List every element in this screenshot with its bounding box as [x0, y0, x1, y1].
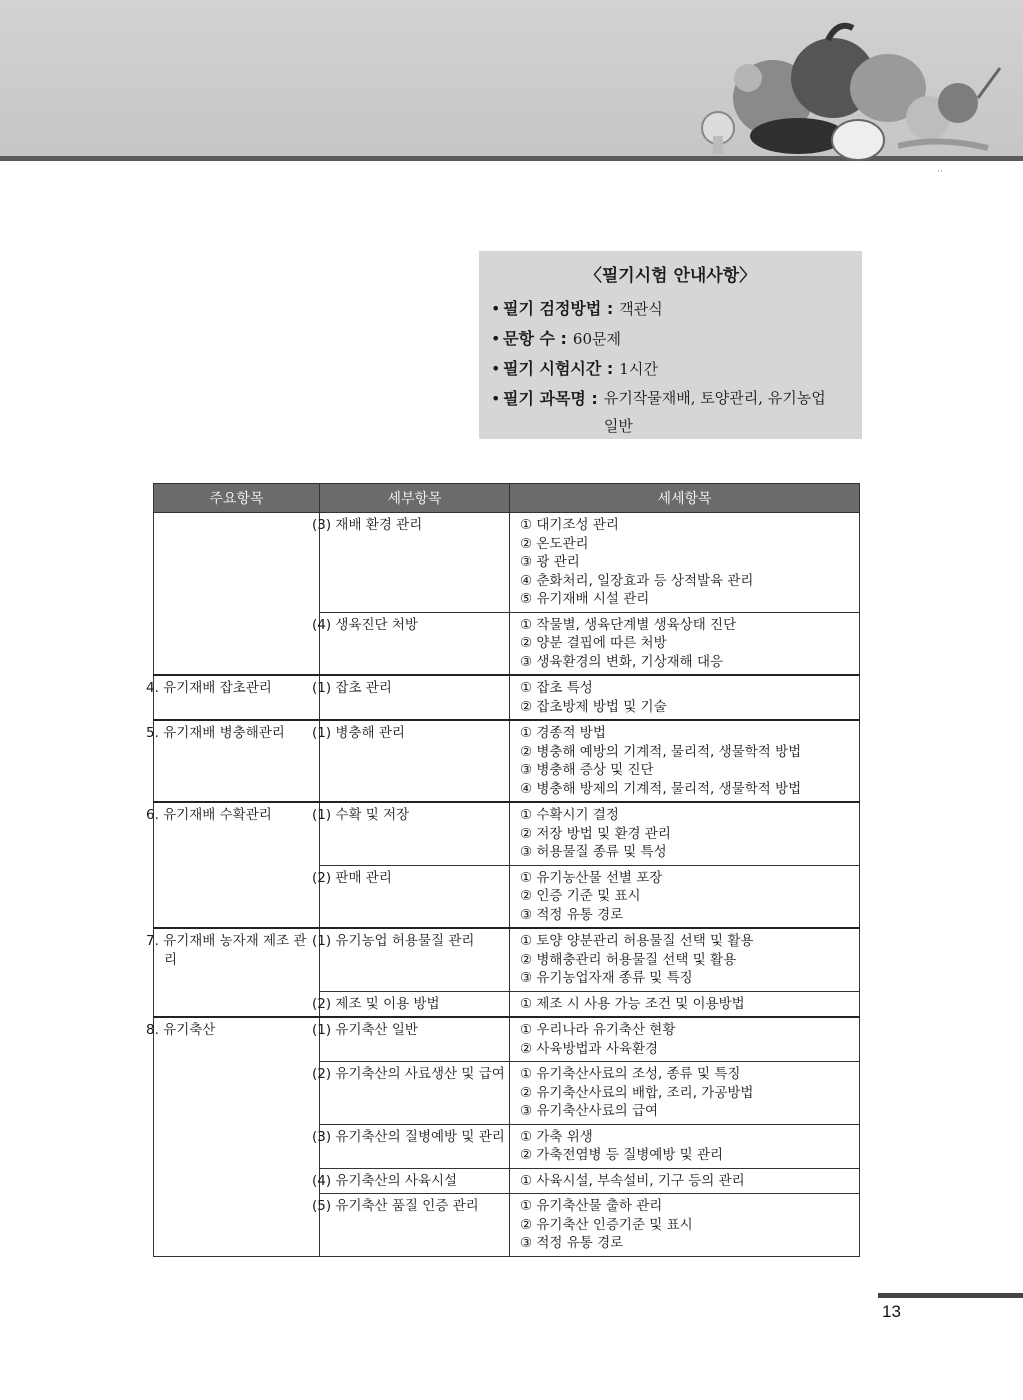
syllabus-table	[146, 483, 860, 1257]
detail-item: ① 수확시기 결정	[520, 807, 619, 823]
detail-items-cell	[510, 1124, 860, 1168]
table-row	[154, 802, 860, 865]
bullet-icon: •	[491, 299, 501, 318]
main-item-cell: 5. 유기재배 병충해관리	[154, 720, 320, 802]
sub-item-cell: (1) 병충해 관리	[320, 720, 510, 802]
detail-items-cell	[510, 1017, 860, 1062]
notice-row-count	[491, 324, 850, 354]
detail-item: ② 사육방법과 사육환경	[520, 1040, 659, 1057]
decoration-dots: ··	[937, 167, 943, 177]
notice-label: 필기 검정방법	[503, 299, 602, 318]
table-body	[146, 513, 860, 1257]
detail-item: ③ 병충해 증상 및 진단	[520, 762, 654, 778]
detail-items-cell	[510, 612, 860, 675]
detail-items-cell	[510, 720, 860, 802]
header-detail: 세세항목	[510, 484, 860, 513]
bullet-icon: •	[491, 359, 501, 378]
detail-items-cell	[510, 928, 860, 991]
detail-item: ② 온도관리	[520, 535, 589, 552]
detail-item: ① 유기축산물 출하 관리	[520, 1198, 663, 1214]
header-sub: 세부항목	[320, 484, 510, 513]
bullet-icon: •	[491, 389, 501, 408]
detail-item: ② 병충해 예방의 기계적, 물리적, 생물학적 방법	[520, 743, 802, 760]
detail-items-cell	[510, 865, 860, 928]
bullet-icon: •	[491, 329, 501, 348]
sub-item-cell: (1) 잡초 관리	[320, 675, 510, 720]
main-item-cell: 4. 유기재배 잡초관리	[154, 675, 320, 720]
detail-items-cell	[510, 1168, 860, 1194]
table-row	[154, 513, 860, 613]
detail-item: ① 유기농산물 선별 포장	[520, 869, 663, 886]
footer-line	[878, 1293, 1023, 1298]
detail-item: ② 유기축산사료의 배합, 조리, 가공방법	[520, 1084, 754, 1101]
detail-item: ① 토양 양분관리 허용물질 선택 및 활용	[520, 933, 754, 949]
main-item-cell: 7. 유기재배 농자재 제조 관리	[154, 928, 320, 1017]
detail-item: ① 경종적 방법	[520, 725, 606, 741]
detail-item: ① 잡초 특성	[520, 680, 593, 696]
table-row	[154, 1017, 860, 1062]
vegetable-illustration-icon	[658, 18, 1003, 168]
notice-value: 유기작물재배, 토양관리, 유기농업 일반	[603, 389, 826, 435]
notice-row-subjects	[491, 384, 850, 440]
detail-items-cell	[510, 675, 860, 720]
sub-item-cell: (3) 재배 환경 관리	[320, 513, 510, 613]
notice-colon: :	[601, 359, 614, 378]
detail-item: ① 대기조성 관리	[520, 517, 619, 533]
detail-items-cell	[510, 802, 860, 865]
detail-item: ① 가축 위생	[520, 1128, 593, 1145]
detail-item: ① 제조 시 사용 가능 조건 및 이용방법	[520, 995, 745, 1012]
sub-item-cell: (1) 유기축산 일반	[320, 1017, 510, 1062]
table-row	[154, 928, 860, 991]
sub-item-cell: (1) 수확 및 저장	[320, 802, 510, 865]
main-item-cell: 6. 유기재배 수확관리	[154, 802, 320, 928]
detail-items-cell	[510, 991, 860, 1017]
detail-item: ③ 생육환경의 변화, 기상재해 대응	[520, 653, 724, 670]
header-main: 주요항목	[154, 484, 320, 513]
sub-item-cell: (2) 제조 및 이용 방법	[320, 991, 510, 1017]
main-item-cell	[154, 513, 320, 676]
notice-value: 객관식	[619, 300, 663, 318]
sub-item-cell: (1) 유기농업 허용물질 관리	[320, 928, 510, 991]
sub-item-cell: (3) 유기축산의 질병예방 및 관리	[320, 1124, 510, 1168]
detail-item: ① 작물별, 생육단계별 생육상태 진단	[520, 616, 737, 633]
detail-item: ⑤ 유기재배 시설 관리	[520, 591, 650, 607]
notice-title: 〈필기시험 안내사항〉	[584, 266, 757, 286]
detail-item: ② 잡초방제 방법 및 기술	[520, 698, 667, 715]
detail-item: ② 저장 방법 및 환경 관리	[520, 825, 671, 842]
main-item-cell: 8. 유기축산	[154, 1017, 320, 1256]
detail-item: ② 인증 기준 및 표시	[520, 888, 641, 904]
notice-value: 1시간	[619, 360, 658, 378]
detail-item: ① 사육시설, 부속설비, 기구 등의 관리	[520, 1172, 745, 1189]
detail-item: ③ 유기농업자재 종류 및 특징	[520, 970, 693, 986]
detail-items-cell	[510, 1062, 860, 1125]
detail-item: ① 유기축산사료의 조성, 종류 및 특징	[520, 1066, 741, 1082]
detail-item: ② 유기축산 인증기준 및 표시	[520, 1216, 693, 1233]
sub-item-cell: (2) 유기축산의 사료생산 및 급여	[320, 1062, 510, 1125]
table-row	[154, 720, 860, 802]
detail-item: ④ 춘화처리, 일장효과 등 상적발육 관리	[520, 572, 754, 589]
notice-label: 문항 수	[503, 329, 555, 348]
detail-item: ④ 병충해 방제의 기계적, 물리적, 생물학적 방법	[520, 780, 802, 797]
detail-item: ③ 광 관리	[520, 554, 580, 570]
notice-colon: :	[554, 329, 567, 348]
notice-label: 필기 과목명	[503, 389, 586, 408]
notice-row-time	[491, 354, 850, 384]
notice-row-method	[491, 294, 850, 324]
page-number: 13	[882, 1302, 901, 1321]
sub-item-cell: (4) 생육진단 처방	[320, 612, 510, 675]
detail-item: ② 가축전염병 등 질병예방 및 관리	[520, 1147, 724, 1163]
table-row	[154, 675, 860, 720]
notice-colon: :	[585, 389, 598, 408]
detail-item: ① 우리나라 유기축산 현황	[520, 1022, 676, 1038]
exam-notice-box	[479, 251, 862, 439]
detail-item: ③ 적정 유통 경로	[520, 1235, 624, 1251]
table-header-row	[154, 484, 860, 513]
sub-item-cell: (2) 판매 관리	[320, 865, 510, 928]
detail-item: ② 양분 결핍에 따른 처방	[520, 635, 667, 651]
notice-colon: :	[601, 299, 614, 318]
sub-item-cell: (5) 유기축산 품질 인증 관리	[320, 1194, 510, 1257]
detail-item: ② 병해충관리 허용물질 선택 및 활용	[520, 951, 737, 968]
detail-items-cell	[510, 513, 860, 613]
notice-value: 60문제	[572, 330, 621, 348]
detail-item: ③ 유기축산사료의 급여	[520, 1103, 659, 1119]
sub-item-cell: (4) 유기축산의 사육시설	[320, 1168, 510, 1194]
detail-item: ③ 적정 유통 경로	[520, 906, 624, 923]
detail-items-cell	[510, 1194, 860, 1257]
notice-label: 필기 시험시간	[503, 359, 602, 378]
detail-item: ③ 허용물질 종류 및 특성	[520, 844, 667, 860]
